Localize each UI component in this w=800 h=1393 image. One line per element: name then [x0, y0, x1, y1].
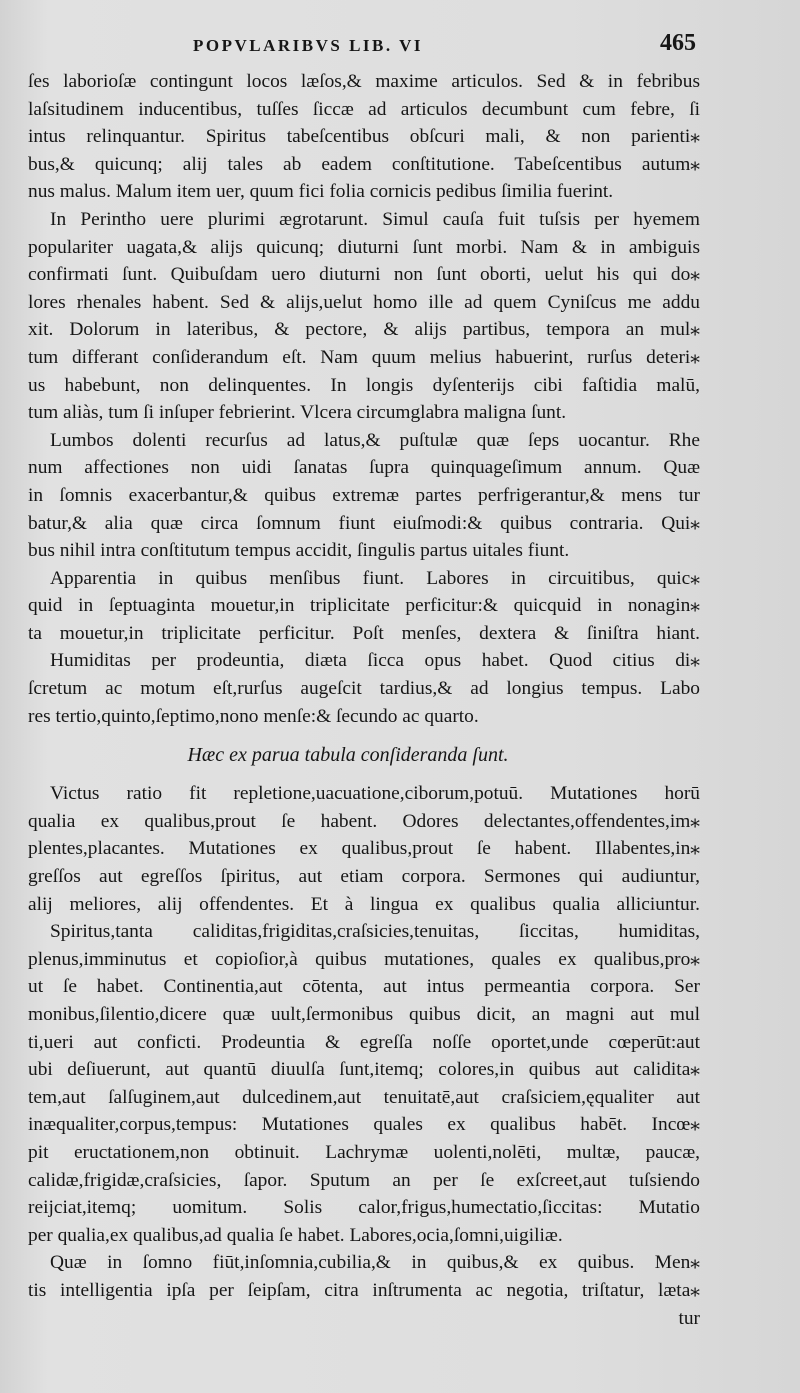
text-line: Apparentia in quibus menſibus fiunt. Labores in circuitibus, quic⁎	[50, 567, 700, 589]
text-line: reijciat,itemq; uomitum. Solis calor,frigus,humectatio,ſiccitas: Mutatio	[28, 1197, 700, 1219]
text-line: Spiritus,tanta caliditas,frigiditas,craſsicies,tenuitas, ſiccitas, humiditas,	[50, 921, 700, 943]
text-line: nus malus. Malum item uer, quum fici folia cornicis pedibus ſimilia fuerint.	[28, 181, 614, 203]
text-line: ti,ueri aut conficti. Prodeuntia & egreſſa noſſe oportet,unde cœperūt:aut	[28, 1031, 700, 1053]
text-line: bus,& quicunq; alij tales ab eadem conſtitutione. Tabeſcentibus autum⁎	[28, 153, 700, 175]
text-line: tum differant conſiderandum eſt. Nam quum melius habuerint, rurſus deteri⁎	[28, 346, 700, 368]
text-line: plenus,imminutus et copioſior,à quibus mutationes, quales ex qualibus,pro⁎	[28, 948, 700, 970]
paragraph-6	[28, 780, 708, 918]
text-line: Victus ratio fit repletione,uacuatione,ciborum,potuū. Mutationes horū	[50, 783, 700, 805]
text-line: per qualia,ex qualibus,ad qualia ſe habet. Labores,ocia,ſomni,uigiliæ.	[28, 1224, 563, 1246]
text-line: confirmati ſunt. Quibuſdam uero diuturni non ſunt oborti, uelut his qui do⁎	[28, 264, 700, 286]
catchword: tur	[678, 1307, 700, 1329]
text-line: ta mouetur,in triplicitate perficitur. Poſt menſes, dextera & ſiniſtra hiant.	[28, 622, 700, 644]
text-line: alij meliores, alij offendentes. Et à lingua ex qualibus qualia alliciuntur.	[28, 893, 700, 915]
text-line: bus nihil intra conſtitutum tempus accidit, ſingulis partus uitales fiunt.	[28, 540, 570, 562]
paragraph-7	[28, 918, 708, 1249]
running-title: POPVLARIBVS LIB. VI	[193, 36, 423, 55]
running-head	[28, 28, 708, 68]
text-line: ut ſe habet. Continentia,aut cōtenta, aut intus permeantia corpora. Ser	[28, 976, 700, 998]
text-line: populariter uagata,& alijs quicunq; diuturni ſunt morbi. Nam & in ambiguis	[28, 236, 700, 258]
text-line: calidæ,frigidæ,craſsicies, ſapor. Sputum an per ſe exſcreet,aut tuſsiendo	[28, 1169, 700, 1191]
section-heading: Hæc ex parua tabula conſideranda ſunt.	[187, 744, 509, 767]
paragraph-2	[28, 206, 708, 427]
text-line: greſſos aut egreſſos ſpiritus, aut etiam corpora. Sermones qui audiuntur,	[28, 866, 700, 888]
text-line: xit. Dolorum in lateribus, & pectore, & alijs partibus, tempora an mul⁎	[28, 319, 700, 341]
text-line: In Perintho uere plurimi ægrotarunt. Simul cauſa fuit tuſsis per hyemem	[50, 208, 700, 230]
text-line: tem,aut ſalſuginem,aut dulcedinem,aut tenuitatē,aut craſsiciem,ęqualiter aut	[28, 1086, 700, 1108]
paragraph-8	[28, 1249, 708, 1332]
text-line: tum aliàs, tum ſi inſuper febrierint. Vlcera circumglabra maligna ſunt.	[28, 402, 567, 424]
text-line: res tertio,quinto,ſeptimo,nono menſe:& ſecundo ac quarto.	[28, 705, 479, 727]
text-line: in ſomnis exacerbantur,& quibus extremæ partes perfrigerantur,& mens tur	[28, 484, 700, 506]
text-line: intus relinquantur. Spiritus tabeſcentibus obſcuri mali, & non parienti⁎	[28, 126, 700, 148]
text-line: lores rhenales habent. Sed & alijs,uelut homo ille ad quem Cyniſcus me addu	[28, 291, 700, 313]
text-line: ubi deſiuerunt, aut quantū diuulſa ſunt,itemq; colores,in quibus aut calidita⁎	[28, 1059, 700, 1081]
text-line: laſsitudinem inducentibus, tuſſes ſiccæ ad articulos decumbunt cum febre, ſi	[28, 98, 700, 120]
paragraph-3	[28, 427, 708, 565]
text-line: ſcretum ac motum eſt,rurſus augeſcit tardius,& ad longius tempus. Labo	[28, 678, 700, 700]
text-line: quid in ſeptuaginta mouetur,in triplicitate perficitur:& quicquid in nonagin⁎	[28, 595, 700, 617]
text-line: inæqualiter,corpus,tempus: Mutationes quales ex qualibus habēt. Incœ⁎	[28, 1114, 700, 1136]
paragraph-4	[28, 565, 708, 648]
text-line: batur,& alia quæ circa ſomnum fiunt eiuſmodi:& quibus contraria. Qui⁎	[28, 512, 700, 534]
page-number: 465	[660, 30, 696, 56]
paragraph-5	[28, 647, 708, 730]
paragraph-1	[28, 68, 708, 206]
text-line: num affectiones non uidi ſanatas ſupra quinquageſimum annum. Quæ	[28, 457, 700, 479]
text-line: Quæ in ſomno fiūt,inſomnia,cubilia,& in quibus,& ex quibus. Men⁎	[50, 1252, 700, 1274]
text-line: pit eructationem,non obtinuit. Lachrymæ uolenti,nolēti, multæ, paucæ,	[28, 1141, 700, 1163]
text-line: plentes,placantes. Mutationes ex qualibus,prout ſe habent. Illabentes,in⁎	[28, 838, 700, 860]
text-line: qualia ex qualibus,prout ſe habent. Odores delectantes,offendentes,im⁎	[28, 810, 700, 832]
text-line: ſes laborioſæ contingunt locos læſos,& maxime articulos. Sed & in febribus	[28, 71, 700, 92]
text-line: monibus,ſilentio,dicere quæ uult,ſermonibus quibus dicit, an magni aut mul	[28, 1004, 700, 1025]
text-line: Lumbos dolenti recurſus ad latus,& puſtulæ quæ ſeps uocantur. Rhe	[50, 429, 700, 451]
text-line: Humiditas per prodeuntia, diæta ſicca opus habet. Quod citius di⁎	[50, 650, 700, 672]
text-line: us habebunt, non delinquentes. In longis dyſenterijs cibi faſtidia malū,	[28, 374, 700, 396]
text-line: tis intelligentia ipſa per ſeipſam, citra inſtrumenta ac negotia, triſtatur, læta⁎	[28, 1279, 700, 1301]
